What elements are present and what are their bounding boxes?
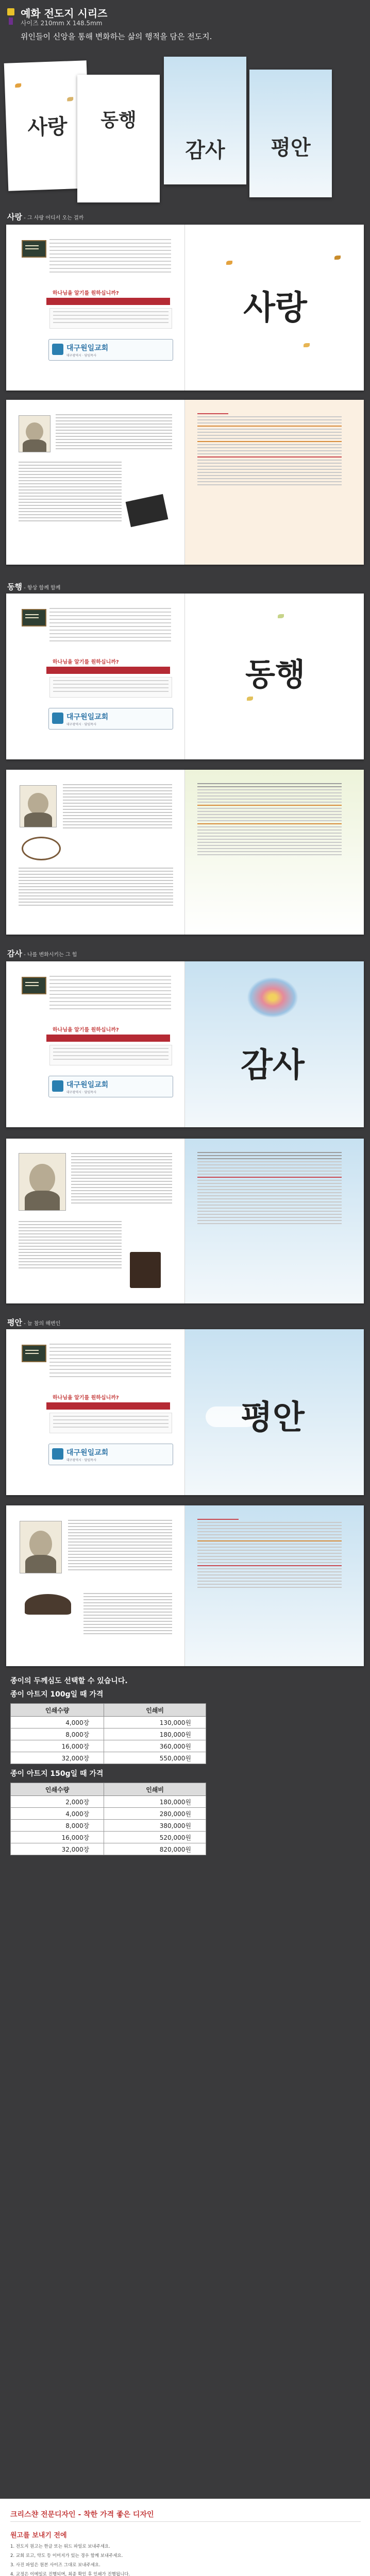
message-text bbox=[197, 783, 342, 857]
peace-inside-spread bbox=[6, 1505, 364, 1666]
church-name: 대구원일교회 bbox=[66, 1449, 109, 1457]
table-row: 32,000장 550,000원 bbox=[11, 1752, 206, 1764]
church-logo-icon bbox=[52, 344, 63, 355]
love-inside-spread bbox=[6, 400, 364, 565]
notes-heading-manuscript: 원고를 보내기 전에 bbox=[10, 2532, 67, 2539]
together-inside-left bbox=[6, 770, 185, 935]
together-inside-right bbox=[185, 770, 364, 935]
notes-item: 2. 교회 로고, 약도 등 이미지가 있는 경우 함께 보내주세요. bbox=[10, 2553, 123, 2558]
notes-title: 크리스챤 전문디자인 - 착한 가격 좋은 디자인 bbox=[10, 2511, 154, 2519]
peace-back-page bbox=[6, 1329, 185, 1495]
church-logo-icon bbox=[52, 1448, 63, 1460]
body-text-lines bbox=[49, 608, 171, 644]
peace-inside-left bbox=[6, 1505, 185, 1666]
thanks-inside-spread bbox=[6, 1139, 364, 1303]
worship-bar bbox=[46, 1035, 170, 1042]
table-header: 인쇄비 bbox=[104, 1783, 206, 1796]
story-text-2 bbox=[19, 462, 122, 523]
chalkboard-icon bbox=[22, 609, 46, 626]
story-text bbox=[56, 414, 172, 451]
portrait-image bbox=[19, 415, 51, 452]
table-header: 인쇄수량 bbox=[11, 1704, 104, 1717]
rope-image bbox=[22, 837, 61, 860]
brand-logo-icon bbox=[7, 8, 14, 15]
story-text bbox=[63, 784, 172, 831]
together-cover-page bbox=[185, 594, 364, 759]
cover-word-thanks: 감사 bbox=[241, 1046, 305, 1084]
flower-bouquet-image bbox=[247, 977, 298, 1018]
table-row: 32,000장 820,000원 bbox=[11, 1843, 206, 1855]
page-size-label: 사이즈 210mm X 148.5mm bbox=[21, 20, 103, 27]
cover-word-peace: 평안 bbox=[241, 1398, 305, 1437]
worship-schedule bbox=[49, 1045, 172, 1065]
church-address: 대구광역시 · 담임목사 bbox=[66, 354, 96, 358]
price-table-150g bbox=[10, 1783, 206, 1855]
church-name: 대구원일교회 bbox=[66, 713, 109, 721]
hero-cards bbox=[0, 46, 370, 204]
worship-schedule bbox=[49, 1413, 172, 1433]
cover-word-together: 동행 bbox=[245, 657, 305, 693]
invite-heading: 하나님을 알기를 원하십니까? bbox=[53, 291, 119, 296]
price-table-100g-title: 종이 아트지 100g일 때 가격 bbox=[10, 1690, 104, 1699]
love-back-page bbox=[6, 225, 185, 391]
hat-image bbox=[126, 494, 169, 527]
bible-image bbox=[130, 1252, 161, 1288]
love-cover-page bbox=[185, 225, 364, 391]
portrait-image bbox=[20, 785, 57, 827]
table-row: 16,000장 520,000원 bbox=[11, 1832, 206, 1843]
portrait-image bbox=[19, 1153, 66, 1211]
hat-image bbox=[25, 1594, 71, 1615]
table-row: 16,000장 360,000원 bbox=[11, 1740, 206, 1752]
hero-card-together bbox=[77, 75, 160, 202]
notes-item: 1. 전도지 원고는 한글 또는 워드 파일로 보내주세요. bbox=[10, 2544, 110, 2549]
chalkboard-icon bbox=[22, 1345, 46, 1362]
story-text-2 bbox=[83, 1593, 172, 1636]
table-row: 2,000장 180,000원 bbox=[11, 1796, 206, 1808]
hero-card-peace bbox=[249, 70, 332, 197]
peace-front-spread bbox=[6, 1329, 364, 1495]
church-logo-block bbox=[48, 708, 173, 730]
message-text bbox=[197, 413, 342, 487]
love-front-spread bbox=[6, 225, 364, 391]
table-header: 인쇄비 bbox=[104, 1704, 206, 1717]
price-table-150g-title: 종이 아트지 150g일 때 가격 bbox=[10, 1770, 104, 1778]
church-address: 대구광역시 · 담임목사 bbox=[66, 723, 96, 726]
story-text-2 bbox=[19, 1221, 122, 1270]
notes-item: 4. 교정은 이메일로 진행되며, 최종 확인 후 인쇄가 진행됩니다. bbox=[10, 2572, 130, 2576]
body-text-lines bbox=[49, 1344, 171, 1380]
church-logo-block bbox=[48, 1076, 173, 1097]
section-title-love: 사랑 - 그 사랑 어디서 오는 걸까 bbox=[7, 212, 84, 222]
message-text bbox=[197, 1152, 342, 1226]
hero-card-thanks bbox=[164, 57, 246, 184]
body-text-lines bbox=[49, 239, 171, 275]
worship-schedule bbox=[49, 677, 172, 698]
section-title-peace: 평안 - 늘 참의 해변인 bbox=[7, 1318, 61, 1327]
message-text bbox=[197, 1519, 342, 1590]
church-address: 대구광역시 · 담임목사 bbox=[66, 1091, 96, 1094]
table-row: 8,000장 380,000원 bbox=[11, 1820, 206, 1832]
chalkboard-icon bbox=[22, 240, 46, 258]
church-address: 대구광역시 · 담임목사 bbox=[66, 1459, 96, 1462]
church-logo-icon bbox=[52, 713, 63, 724]
peace-inside-right bbox=[185, 1505, 364, 1666]
thanks-inside-left bbox=[6, 1139, 185, 1303]
dark-spacer bbox=[0, 1865, 370, 2499]
section-title-thanks: 감사 - 나를 변화시키는 그 힘 bbox=[7, 949, 77, 958]
church-name: 대구원일교회 bbox=[66, 344, 109, 352]
worship-bar bbox=[46, 298, 170, 305]
section-title-together: 동행 - 항상 함께 함께 bbox=[7, 582, 61, 591]
table-row: 4,000장 280,000원 bbox=[11, 1808, 206, 1820]
worship-schedule bbox=[49, 308, 172, 329]
church-logo-block bbox=[48, 1444, 173, 1465]
church-logo-block bbox=[48, 339, 173, 361]
thanks-front-spread bbox=[6, 961, 364, 1127]
price-table-100g bbox=[10, 1703, 206, 1764]
page-description: 위인들이 신앙을 통해 변화하는 삶의 행적을 담은 전도지. bbox=[21, 32, 212, 41]
invite-heading: 하나님을 알기를 원하십니까? bbox=[53, 659, 119, 665]
worship-bar bbox=[46, 1402, 170, 1410]
love-inside-left bbox=[6, 400, 185, 565]
hero-card-word: 동행 bbox=[100, 109, 137, 131]
body-text-lines bbox=[49, 976, 171, 1012]
thanks-inside-right bbox=[185, 1139, 364, 1303]
hero-card-word: 감사 bbox=[185, 138, 225, 162]
table-header: 인쇄수량 bbox=[11, 1783, 104, 1796]
hero-card-word: 평안 bbox=[271, 135, 311, 160]
story-text-2 bbox=[19, 868, 173, 908]
worship-bar bbox=[46, 667, 170, 674]
pricing-intro: 종이의 두께심도 선택할 수 있습니다. bbox=[10, 1677, 128, 1685]
together-back-page bbox=[6, 594, 185, 759]
church-logo-icon bbox=[52, 1080, 63, 1092]
invite-heading: 하나님을 알기를 원하십니까? bbox=[53, 1395, 119, 1401]
portrait-image bbox=[20, 1521, 62, 1573]
peace-cover-page bbox=[185, 1329, 364, 1495]
story-text bbox=[71, 1153, 172, 1206]
invite-heading: 하나님을 알기를 원하십니까? bbox=[53, 1027, 119, 1033]
table-row: 4,000장 130,000원 bbox=[11, 1717, 206, 1728]
chalkboard-icon bbox=[22, 977, 46, 994]
hero-card-word: 사랑 bbox=[27, 114, 68, 140]
story-text bbox=[68, 1520, 172, 1572]
table-row: 8,000장 180,000원 bbox=[11, 1728, 206, 1740]
church-name: 대구원일교회 bbox=[66, 1081, 109, 1089]
cover-word-love: 사랑 bbox=[243, 289, 307, 327]
thanks-cover-page bbox=[185, 961, 364, 1127]
page-title: 예화 전도지 시리즈 bbox=[21, 7, 108, 20]
thanks-back-page bbox=[6, 961, 185, 1127]
notes-item: 3. 사진 파일은 원본 사이즈 그대로 보내주세요. bbox=[10, 2563, 100, 2568]
together-inside-spread bbox=[6, 770, 364, 935]
order-notes bbox=[0, 2499, 370, 2576]
love-inside-right bbox=[185, 400, 364, 565]
together-front-spread bbox=[6, 594, 364, 759]
